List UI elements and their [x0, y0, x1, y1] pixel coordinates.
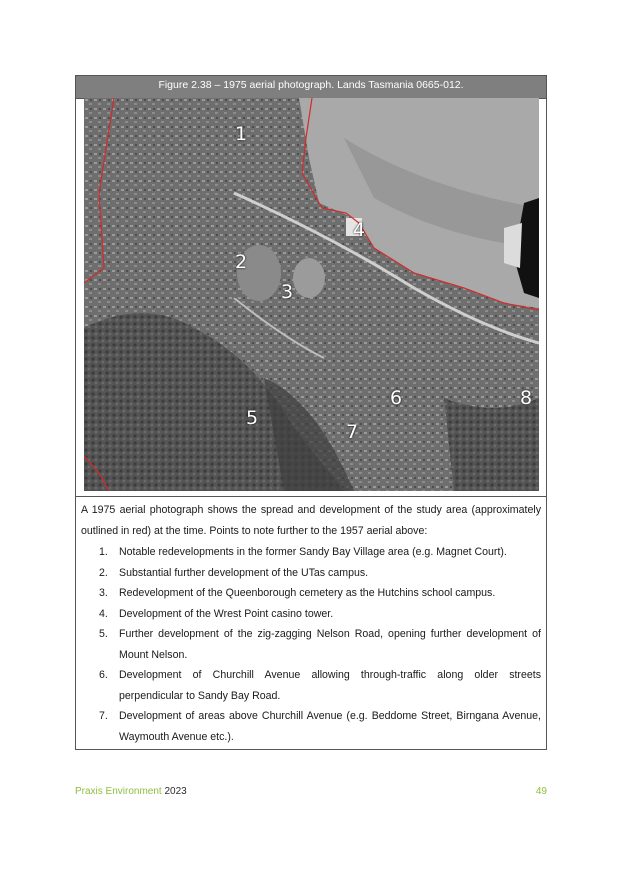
item-number: 7.	[99, 710, 108, 722]
item-text: Substantial further development of the UTas campus.	[119, 566, 369, 579]
figure-title: Figure 2.38 – 1975 aerial photograph. Lands Tasmania 0665-012.	[76, 76, 546, 99]
marker-4: 4	[353, 219, 366, 241]
item-text: Further development of the zig-zagging Nelson Road, opening further development of Mount Nelson.	[119, 628, 541, 661]
brand-name: Praxis Environment	[75, 786, 162, 797]
marker-7: 7	[346, 421, 359, 443]
marker-5: 5	[246, 407, 259, 429]
aerial-photograph	[84, 98, 539, 491]
list-item	[81, 665, 541, 706]
list-item	[81, 604, 541, 625]
item-number: 3.	[99, 587, 108, 599]
figure-box	[75, 75, 547, 750]
footer-year: 2023	[164, 786, 187, 797]
page-number: 49	[535, 786, 547, 797]
item-number: 4.	[99, 607, 108, 620]
item-text: Development of the Wrest Point casino tower.	[119, 607, 334, 620]
marker-2: 2	[235, 251, 248, 273]
item-text: Development of areas above Churchill Avenue (e.g. Beddome Street, Birngana Avenue, Waymouth Avenue etc.).	[119, 710, 541, 743]
item-number: 6.	[99, 669, 108, 681]
item-number: 5.	[99, 628, 108, 640]
list-item	[81, 563, 541, 584]
marker-1: 1	[235, 123, 248, 145]
caption-intro: A 1975 aerial photograph shows the spread and development of the study area (approximately outlined in red) at the time. Points to note further to the 1957 aerial above:	[81, 504, 541, 537]
item-number: 2.	[99, 566, 108, 579]
list-item	[81, 542, 541, 563]
item-number: 1.	[99, 546, 108, 558]
marker-3: 3	[281, 281, 294, 303]
notes-list	[81, 542, 541, 747]
list-item	[81, 706, 541, 747]
marker-8: 8	[520, 387, 533, 409]
aerial-photo-image	[84, 98, 539, 491]
item-text: Redevelopment of the Queenborough cemetery as the Hutchins school campus.	[119, 587, 496, 599]
marker-6: 6	[390, 387, 403, 409]
figure-caption	[76, 496, 546, 747]
item-text: Development of Churchill Avenue allowing through-traffic along older streets perpendicular to Sandy Bay Road.	[119, 669, 541, 702]
item-text: Notable redevelopments in the former Sandy Bay Village area (e.g. Magnet Court).	[119, 546, 507, 558]
list-item	[81, 583, 541, 604]
footer-brand	[75, 786, 187, 797]
list-item	[81, 624, 541, 665]
